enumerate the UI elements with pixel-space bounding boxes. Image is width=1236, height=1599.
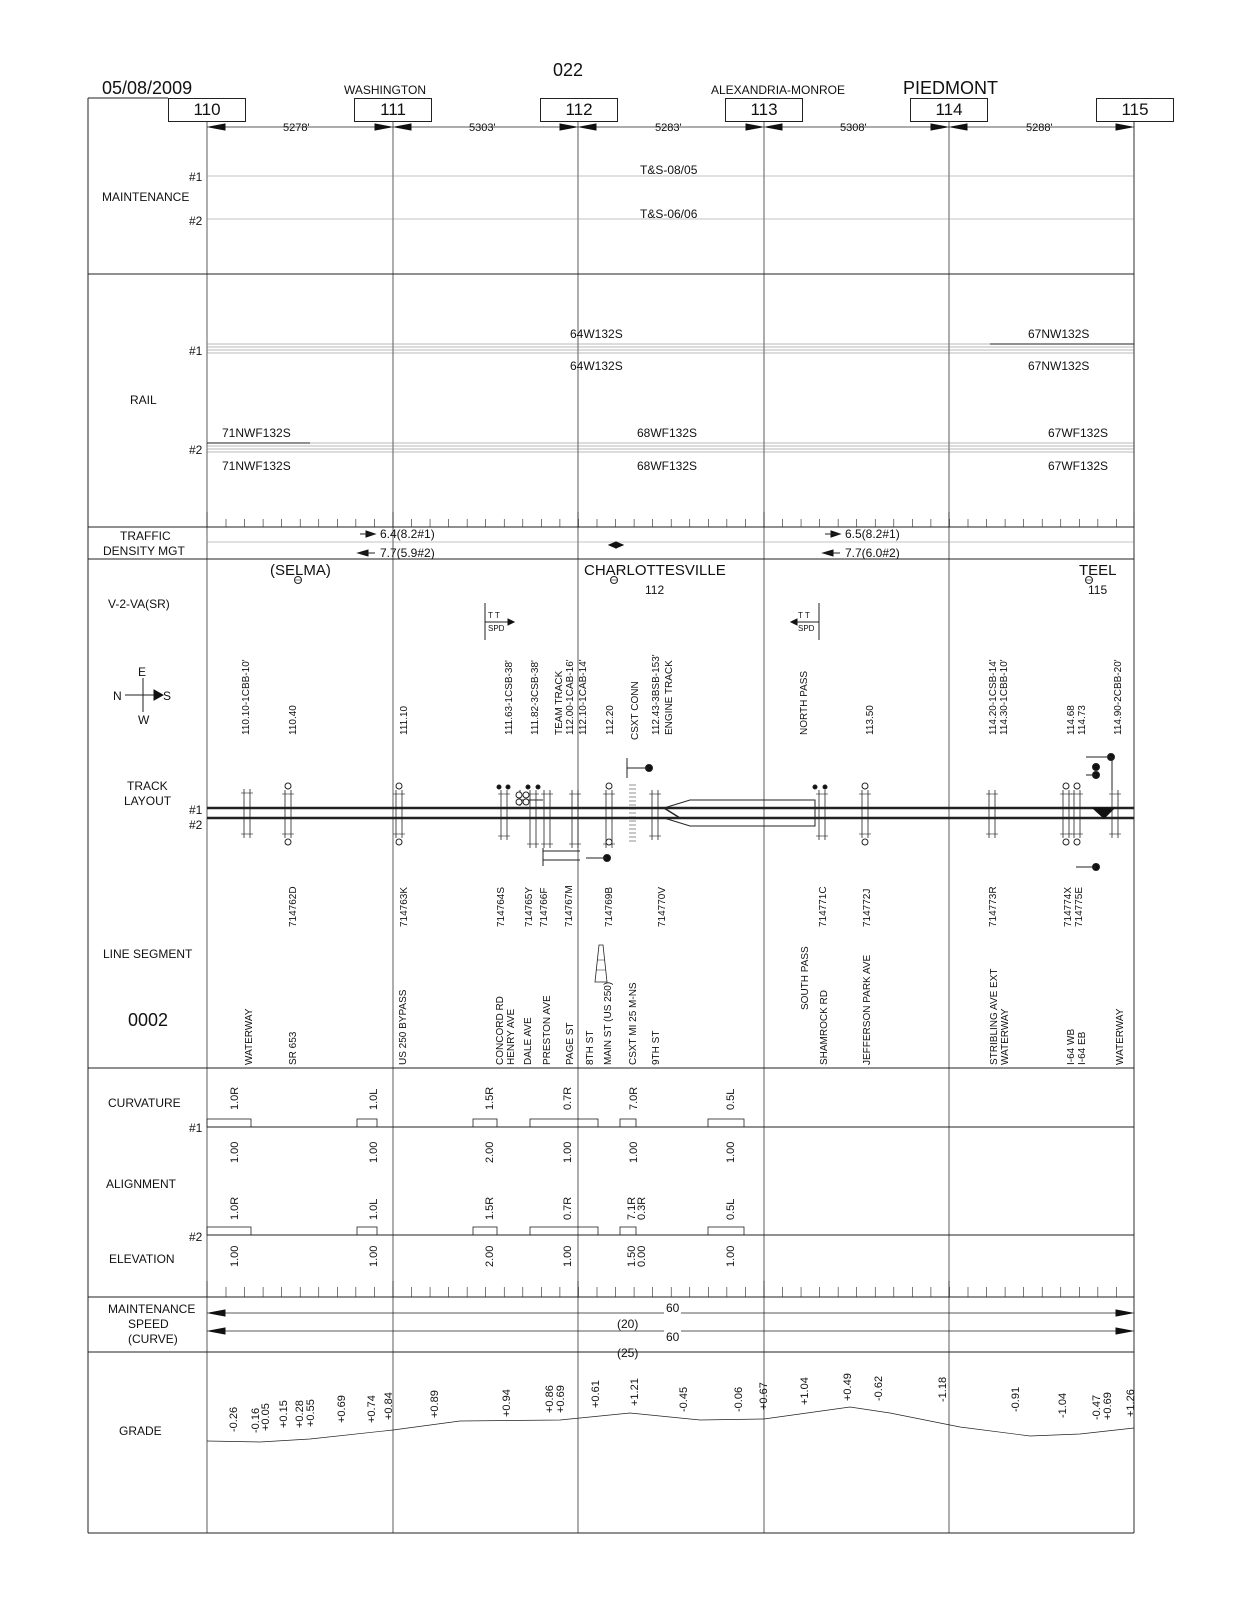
grade-value: +0.94 bbox=[501, 1389, 513, 1417]
milepost-110: 110 bbox=[168, 98, 246, 122]
speed-label: (CURVE) bbox=[128, 1332, 178, 1346]
rail-type: 64W132S bbox=[570, 359, 623, 373]
milepost-113: 113 bbox=[725, 98, 803, 122]
street-name: US 250 BYPASS bbox=[398, 989, 409, 1065]
grade-value: -0.47 bbox=[1091, 1394, 1103, 1420]
speed-value: 60 bbox=[666, 1301, 680, 1315]
compass-w: W bbox=[138, 713, 150, 727]
curvature-value: 1.0R bbox=[229, 1196, 241, 1220]
street-name: SR 653 bbox=[288, 1031, 299, 1065]
track-layout-label: LAYOUT bbox=[124, 794, 172, 808]
grade-value: +1.26 bbox=[1125, 1389, 1137, 1417]
milepost-111: 111 bbox=[354, 98, 432, 122]
crossing-number: 714774X bbox=[1063, 886, 1074, 927]
distance-label: 5303' bbox=[469, 122, 496, 134]
grade-value: -0.91 bbox=[1010, 1386, 1022, 1412]
grade-value: +0.86 bbox=[544, 1385, 556, 1413]
feature-label: 111.10 bbox=[399, 705, 410, 735]
grade-value: +1.04 bbox=[799, 1377, 811, 1405]
street-name: WATERWAY bbox=[244, 1008, 255, 1065]
street-name: STRIBLING AVE EXT bbox=[989, 968, 1000, 1065]
feature-label: NORTH PASS bbox=[799, 670, 810, 735]
grade-value: +0.67 bbox=[758, 1382, 770, 1410]
curvature-value: 7.1R bbox=[626, 1196, 638, 1220]
grade-value: +0.69 bbox=[336, 1395, 348, 1423]
place-cville-milepost: 112 bbox=[645, 583, 665, 597]
crossing-number: 714763K bbox=[399, 886, 410, 927]
crossing-number: 714775E bbox=[1074, 886, 1085, 927]
traffic-label: TRAFFIC bbox=[120, 529, 171, 543]
curvature-value: 0.3R bbox=[636, 1196, 648, 1220]
feature-label: 111.82-3CSB-38' bbox=[530, 660, 541, 735]
feature-label: 112.00-1CAB-16' bbox=[565, 659, 576, 735]
alignment-value: 1.00 bbox=[562, 1141, 574, 1163]
elevation-value: 2.00 bbox=[484, 1245, 496, 1267]
grade-value: +0.69 bbox=[555, 1385, 567, 1413]
rail-track-1-label: #1 bbox=[189, 344, 203, 358]
station-alexandria-monroe: ALEXANDRIA-MONROE bbox=[711, 83, 846, 97]
alignment-value: 1.00 bbox=[368, 1141, 380, 1163]
place-teel: TEEL bbox=[1079, 562, 1117, 579]
elevation-value: 1.00 bbox=[725, 1245, 737, 1267]
curvature-value: 0.5L bbox=[725, 1198, 737, 1220]
curvature-value: 1.0R bbox=[229, 1086, 241, 1110]
feature-label: 113.50 bbox=[865, 705, 876, 735]
street-name: I-64 WB bbox=[1066, 1028, 1077, 1065]
curvature-value: 1.5R bbox=[484, 1086, 496, 1110]
rail-type: 68WF132S bbox=[637, 459, 698, 473]
crossing-number: 714772J bbox=[862, 888, 873, 927]
street-name: WATERWAY bbox=[1000, 1008, 1011, 1065]
track-1-label: #1 bbox=[189, 803, 203, 817]
page-number: 022 bbox=[553, 60, 584, 80]
feature-label: 110.40 bbox=[288, 705, 299, 735]
crossing-number: 714764S bbox=[496, 886, 507, 927]
distance-label: 5308' bbox=[840, 122, 867, 134]
speed-curve-value: (20) bbox=[617, 1317, 639, 1331]
speed-value: 60 bbox=[666, 1330, 680, 1344]
tt-sign-label: T T bbox=[798, 611, 810, 620]
feature-label: 112.43-3BSB-153' bbox=[651, 654, 662, 735]
grade-value: +0.89 bbox=[429, 1390, 441, 1418]
street-name: DALE AVE bbox=[523, 1017, 534, 1065]
crossing-number: 714771C bbox=[818, 886, 829, 927]
grade-value: +0.84 bbox=[383, 1392, 395, 1420]
traffic-value: 6.5(8.2#1) bbox=[845, 527, 900, 541]
elevation-label: ELEVATION bbox=[109, 1252, 175, 1266]
elevation-value: 1.00 bbox=[368, 1245, 380, 1267]
feature-label: 114.68 bbox=[1066, 705, 1077, 735]
distance-label: 5283' bbox=[655, 122, 682, 134]
place-charlottesville: CHARLOTTESVILLE bbox=[584, 562, 726, 579]
rail-type: 67NW132S bbox=[1028, 359, 1090, 373]
curvature-value: 0.5L bbox=[725, 1088, 737, 1110]
distance-label: 5278' bbox=[283, 122, 310, 134]
alignment-value: 1.00 bbox=[628, 1141, 640, 1163]
compass-e: E bbox=[138, 665, 147, 679]
grade-value: +1.21 bbox=[629, 1378, 641, 1406]
street-name: SOUTH PASS bbox=[800, 946, 811, 1010]
maintenance-note-1: T&S-08/05 bbox=[640, 163, 698, 177]
station-washington: WASHINGTON bbox=[344, 83, 427, 97]
grade-value: -1.04 bbox=[1057, 1392, 1069, 1418]
speed-label: MAINTENANCE bbox=[108, 1302, 196, 1316]
place-teel-milepost: 115 bbox=[1088, 583, 1108, 597]
curvature-value: 0.7R bbox=[562, 1086, 574, 1110]
feature-label: 114.73 bbox=[1077, 705, 1088, 735]
grade-value: -0.06 bbox=[733, 1386, 745, 1412]
crossing-number: 714765Y bbox=[524, 886, 535, 927]
feature-label: TEAM TRACK bbox=[554, 670, 565, 735]
chart-date: 05/08/2009 bbox=[102, 78, 193, 98]
curvature-value: 1.5R bbox=[484, 1196, 496, 1220]
feature-label: 111.63-1CSB-38' bbox=[504, 660, 515, 735]
compass-s: S bbox=[163, 689, 172, 703]
spd-sign-label: SPD bbox=[798, 624, 815, 633]
track-1-label: #1 bbox=[189, 170, 203, 184]
grade-value: +0.74 bbox=[366, 1395, 378, 1423]
maintenance-note-2: T&S-06/06 bbox=[640, 207, 698, 221]
grade-value: +0.15 bbox=[278, 1400, 290, 1428]
curvature-track-1: #1 bbox=[189, 1121, 203, 1135]
traffic-value: 7.7(6.0#2) bbox=[845, 546, 900, 560]
grade-value: +0.61 bbox=[590, 1380, 602, 1408]
rail-label: RAIL bbox=[130, 393, 157, 407]
grade-value: -0.26 bbox=[228, 1406, 240, 1432]
crossing-number: 714773R bbox=[988, 886, 999, 927]
distance-label: 5288' bbox=[1026, 122, 1053, 134]
street-name: JEFFERSON PARK AVE bbox=[862, 954, 873, 1065]
track-2-label: #2 bbox=[189, 214, 203, 228]
rail-type: 67WF132S bbox=[1048, 426, 1109, 440]
track-layout-label: TRACK bbox=[127, 779, 168, 793]
feature-label: 114.90-2CBB-20' bbox=[1113, 659, 1124, 735]
street-name: HENRY AVE bbox=[506, 1008, 517, 1065]
street-name: I-64 EB bbox=[1077, 1031, 1088, 1065]
street-name: PAGE ST bbox=[565, 1022, 576, 1065]
street-name: 8TH ST bbox=[585, 1030, 596, 1065]
grade-value: -1.18 bbox=[937, 1376, 949, 1402]
line-segment-id: 0002 bbox=[128, 1010, 169, 1030]
feature-label: 114.30-1CBB-10' bbox=[999, 659, 1010, 735]
rail-type: 67WF132S bbox=[1048, 459, 1109, 473]
grade-value: +0.49 bbox=[842, 1373, 854, 1401]
speed-curve-value: (25) bbox=[617, 1346, 639, 1360]
station-piedmont: PIEDMONT bbox=[903, 78, 999, 98]
street-name: MAIN ST (US 250) bbox=[603, 981, 614, 1065]
density-label: DENSITY MGT bbox=[103, 544, 185, 558]
traffic-value: 6.4(8.2#1) bbox=[380, 527, 435, 541]
grade-value: +0.05 bbox=[260, 1403, 272, 1431]
alignment-value: 2.00 bbox=[484, 1141, 496, 1163]
rail-type: 64W132S bbox=[570, 327, 623, 341]
spd-sign-label: SPD bbox=[488, 624, 505, 633]
street-name: PRESTON AVE bbox=[542, 995, 553, 1065]
line-segment-label: LINE SEGMENT bbox=[103, 947, 193, 961]
milepost-115: 115 bbox=[1096, 98, 1174, 122]
curvature-value: 1.0L bbox=[368, 1198, 380, 1220]
rail-type: 67NW132S bbox=[1028, 327, 1090, 341]
crossing-number: 714769B bbox=[604, 886, 615, 927]
milepost-112: 112 bbox=[540, 98, 618, 122]
street-name: CSXT MI 25 M-NS bbox=[628, 982, 639, 1065]
track-2-label: #2 bbox=[189, 818, 203, 832]
grade-value: -0.45 bbox=[678, 1386, 690, 1412]
street-name: WATERWAY bbox=[1115, 1008, 1126, 1065]
feature-label: CSXT CONN bbox=[630, 681, 641, 740]
curvature-value: 0.7R bbox=[562, 1196, 574, 1220]
alignment-value: 1.00 bbox=[725, 1141, 737, 1163]
curvature-value: 7.0R bbox=[628, 1086, 640, 1110]
curvature-value: 1.0L bbox=[368, 1088, 380, 1110]
feature-label: 112.10-1CAB-14' bbox=[578, 659, 589, 735]
grade-value: +0.28 bbox=[294, 1400, 306, 1428]
traffic-value: 7.7(5.9#2) bbox=[380, 546, 435, 560]
alignment-track-2: #2 bbox=[189, 1230, 203, 1244]
rail-type: 68WF132S bbox=[637, 426, 698, 440]
grade-value: +0.69 bbox=[1102, 1392, 1114, 1420]
grade-value: -0.16 bbox=[250, 1407, 262, 1433]
elevation-value: 1.00 bbox=[562, 1245, 574, 1267]
street-name: 9TH ST bbox=[651, 1030, 662, 1065]
crossing-number: 714767M bbox=[564, 885, 575, 927]
compass-n: N bbox=[113, 689, 122, 703]
grade-value: +0.55 bbox=[305, 1399, 317, 1427]
district-label: V-2-VA(SR) bbox=[108, 597, 170, 611]
feature-label: 114.20-1CSB-14' bbox=[988, 659, 999, 735]
grade-value: -0.62 bbox=[873, 1375, 885, 1401]
rail-type: 71NWF132S bbox=[222, 459, 291, 473]
crossing-number: 714770V bbox=[657, 886, 668, 927]
milepost-114: 114 bbox=[910, 98, 988, 122]
rail-track-2-label: #2 bbox=[189, 443, 203, 457]
place-selma: (SELMA) bbox=[270, 562, 331, 579]
rail-type: 71NWF132S bbox=[222, 426, 291, 440]
street-name: SHAMROCK RD bbox=[819, 989, 830, 1065]
curvature-label: CURVATURE bbox=[108, 1096, 181, 1110]
feature-label: ENGINE TRACK bbox=[664, 660, 675, 735]
speed-label: SPEED bbox=[128, 1317, 169, 1331]
crossing-number: 714762D bbox=[288, 886, 299, 927]
elevation-value: 1.00 bbox=[229, 1245, 241, 1267]
feature-label: 112.20 bbox=[605, 705, 616, 735]
elevation-value: 0.00 bbox=[636, 1245, 648, 1267]
elevation-value: 1.50 bbox=[626, 1245, 638, 1267]
grade-label: GRADE bbox=[119, 1424, 162, 1438]
feature-label: 110.10-1CBB-10' bbox=[241, 659, 252, 735]
alignment-value: 1.00 bbox=[229, 1141, 241, 1163]
crossing-number: 714766F bbox=[539, 887, 550, 927]
street-name: CONCORD RD bbox=[495, 996, 506, 1065]
maintenance-label: MAINTENANCE bbox=[102, 190, 190, 204]
alignment-label: ALIGNMENT bbox=[106, 1177, 177, 1191]
tt-sign-label: T T bbox=[488, 611, 500, 620]
